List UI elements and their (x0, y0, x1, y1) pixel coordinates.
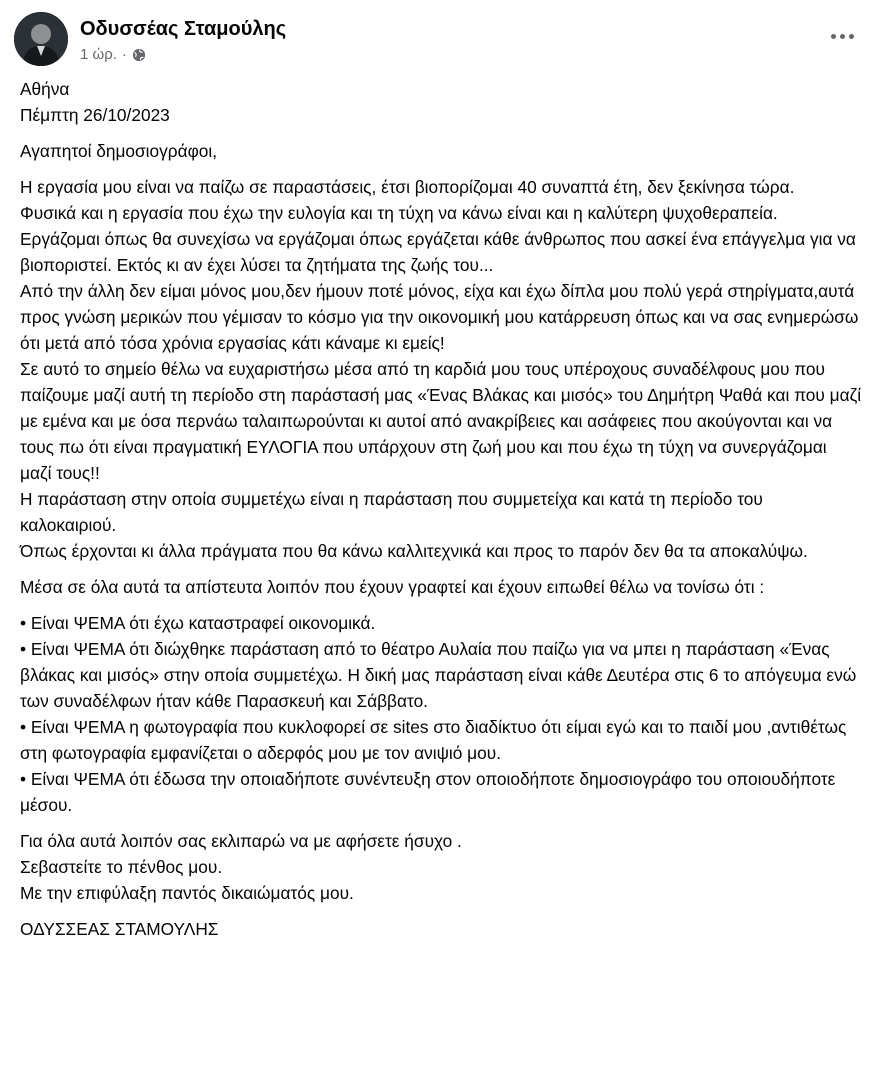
paragraph: Εργάζομαι όπως θα συνεχίσω να εργάζομαι όπως εργάζεται κάθε άνθρωπος που ασκεί ένα επάγγελμα για να βιοποριστεί. Εκτός κι αν έχει λύσει τα ζητήματα της ζωής του... (20, 229, 856, 275)
paragraph: Φυσικά και η εργασία που έχω την ευλογία και τη τύχη να κάνω είναι και η καλύτερη ψυχοθεραπεία. (20, 203, 778, 223)
closing-line: Για όλα αυτά λοιπόν σας εκλιπαρώ να με αφήσετε ήσυχο . (20, 831, 462, 851)
post-time[interactable]: 1 ώρ. (80, 46, 117, 63)
paragraph: Σε αυτό το σημείο θέλω να ευχαριστήσω μέσα από τη καρδιά μου τους υπέροχους συναδέλφους μου που παίζουμε μαζί αυτή τη περίοδο στη παράστασή μας «Ένας Βλάκας και μισός» του Δημήτρη Ψαθά και που μαζί με εμένα και με όσα περνάω ταλαιπωρούνται κι αυτοί από ανακρίβειες και ασάφειες που ακούγονται και να τους πω ότι είναι πραγματική ΕΥΛΟΓΙΑ που υπάρχουν στη ζωή μου και που έχω τη τύχη να συνεργάζομαι μαζί τους!! (20, 359, 862, 483)
greeting: Αγαπητοί δημοσιογράφοι, (20, 141, 218, 161)
post-header (14, 12, 866, 68)
paragraph: Όπως έρχονται κι άλλα πράγματα που θα κάνω καλλιτεχνικά και προς το παρόν δεν θα τα αποκαλύψω. (20, 541, 808, 561)
author-name[interactable]: Οδυσσέας Σταμούλης (80, 18, 287, 40)
bullet-item: • Είναι ΨΕΜΑ ότι έδωσα την οποιαδήποτε συνέντευξη στον οποιοδήποτε δημοσιογράφο του οποιουδήποτε μέσου. (20, 769, 836, 815)
signature: ΟΔΥΣΣΕΑΣ ΣΤΑΜΟΥΛΗΣ (20, 919, 219, 939)
paragraph: Η εργασία μου είναι να παίζω σε παραστάσεις, έτσι βιοπορίζομαι 40 συναπτά έτη, δεν ξεκίνησα τώρα. (20, 177, 795, 197)
avatar[interactable] (14, 12, 68, 66)
bullet-item: • Είναι ΨΕΜΑ ότι διώχθηκε παράσταση από το θέατρο Αυλαία που παίζω για να μπει η παράσταση «Ένας βλάκας και μισός» στην οποία συμμετέχω. Η δική μας παράσταση είναι κάθε Δευτέρα στις 6 το απόγευμα ενώ των συναδέλφων ήταν κάθε Παρασκευή και Σάββατο. (20, 639, 857, 711)
post-body (20, 76, 862, 942)
bullet-item: • Είναι ΨΕΜΑ ότι έχω καταστραφεί οικονομικά. (20, 613, 376, 633)
more-options-icon[interactable] (824, 22, 860, 50)
globe-icon[interactable] (132, 48, 146, 62)
profile-photo (14, 12, 68, 66)
closing-line: Με την επιφύλαξη παντός δικαιώματός μου. (20, 883, 354, 903)
paragraph: Η παράσταση στην οποία συμμετέχω είναι η παράσταση που συμμετείχα και κατά τη περίοδο του καλοκαιριού. (20, 489, 763, 535)
place-line: Αθήνα (20, 79, 70, 99)
intro-line: Μέσα σε όλα αυτά τα απίστευτα λοιπόν που έχουν γραφτεί και έχουν ειπωθεί θέλω να τονίσω ότι : (20, 577, 765, 597)
date-line: Πέμπτη 26/10/2023 (20, 105, 170, 125)
paragraph: Από την άλλη δεν είμαι μόνος μου,δεν ήμουν ποτέ μόνος, είχα και έχω δίπλα μου πολύ γερά στηρίγματα,αυτά προς γνώση μερικών που γέμισαν το κόσμο για την οικονομική μου κατάρρευση όπως και να σας ενημερώσω ότι μετά από τόσα χρόνια εργασίας κάτι κάναμε κι εμείς! (20, 281, 859, 353)
bullet-item: • Είναι ΨΕΜΑ η φωτογραφία που κυκλοφορεί σε sites στο διαδίκτυο ότι είμαι εγώ και το παιδί μου ,αντιθέτως στη φωτογραφία εμφανίζεται ο αδερφός μου με τον ανιψιό μου. (20, 717, 847, 763)
meta-separator: · (121, 46, 127, 63)
closing-line: Σεβαστείτε το πένθος μου. (20, 857, 223, 877)
post-meta (80, 46, 146, 63)
